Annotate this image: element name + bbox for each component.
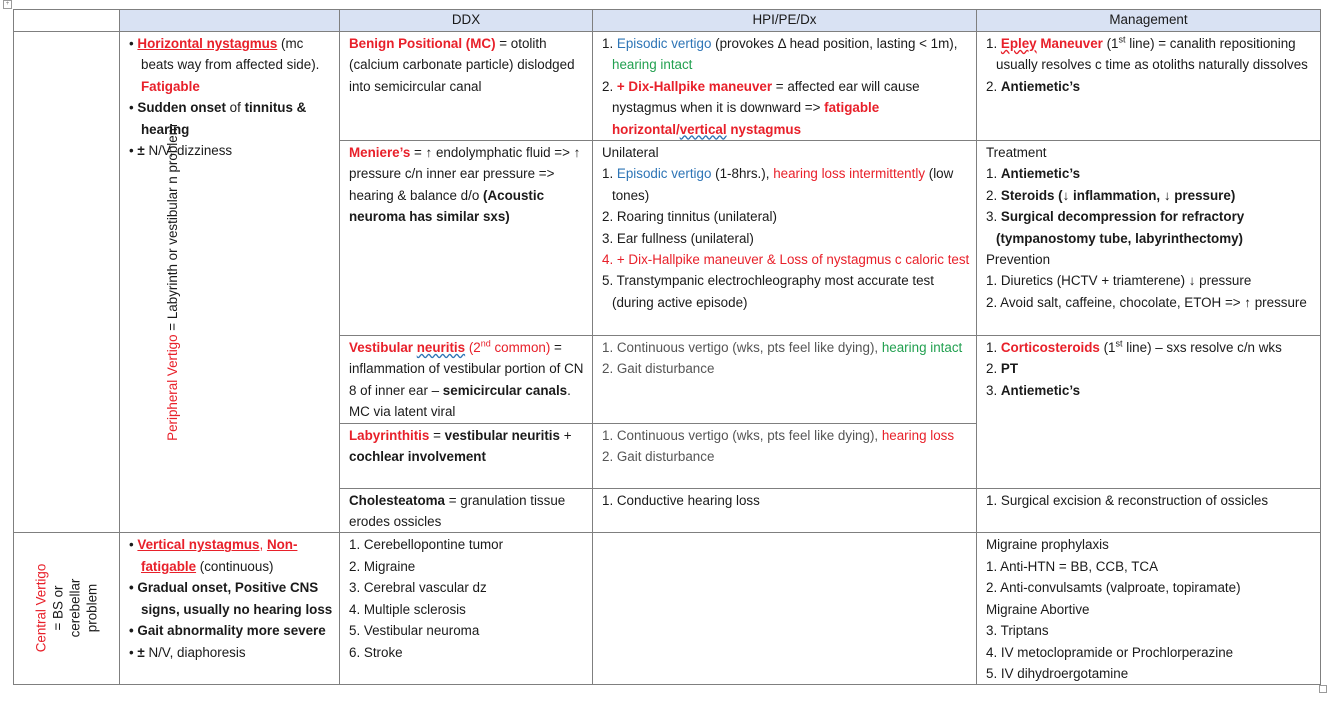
list-item: • Horizontal nystagmus (mc beats way from affected side). Fatigable: [129, 33, 333, 97]
cholesteatoma-hpi: 1. Conductive hearing loss: [593, 488, 977, 533]
list-item: • Sudden onset of tinnitus & hearing: [129, 97, 333, 140]
peripheral-features: [120, 32, 340, 533]
header-features: [120, 10, 340, 32]
table-row: [14, 32, 1321, 141]
central-management: Migraine prophylaxis 1. Anti-HTN = BB, CCB, TCA 2. Anti-convulsamts (valproate, topiramate) Migraine Abortive 3. Triptans 4. IV metoclopramide or Prochlorperazine 5. IV dihydroergotamine: [977, 533, 1321, 685]
table-resize-handle[interactable]: [1319, 685, 1327, 693]
peripheral-side-label: Peripheral Vertigo = Labyrinth or vestibular n problem: [14, 32, 120, 533]
central-hpi: [593, 533, 977, 685]
table-row: [14, 533, 1321, 685]
list-item: • ± N/V, dizziness: [129, 140, 333, 161]
list-item: • ± N/V, diaphoresis: [129, 642, 333, 663]
table-move-handle[interactable]: +: [3, 0, 12, 9]
central-features: [120, 533, 340, 685]
bppv-management: 1. Epley Maneuver (1st line) = canalith repositioning usually resolves c time as otoliths naturally dissolves 2. Antiemetic’s: [977, 32, 1321, 141]
labyrinthitis-ddx: Labyrinthitis = vestibular neuritis + cochlear involvement: [340, 423, 593, 488]
header-ddx: DDX: [340, 10, 593, 32]
bppv-hpi: 1. Episodic vertigo (provokes Δ head position, lasting < 1m), hearing intact 2. + Dix-Hallpike maneuver = affected ear will cause nystagmus when it is downward => fatigable horizontal/vertical nystagmus: [593, 32, 977, 141]
header-blank: [14, 10, 120, 32]
cholesteatoma-management: 1. Surgical excision & reconstruction of ossicles: [977, 488, 1321, 533]
labyrinthitis-hpi: 1. Continuous vertigo (wks, pts feel like dying), hearing loss 2. Gait disturbance: [593, 423, 977, 488]
list-item: • Gradual onset, Positive CNS signs, usually no hearing loss: [129, 577, 333, 620]
neuritis-management: 1. Corticosteroids (1st line) – sxs resolve c/n wks 2. PT 3. Antiemetic’s: [977, 336, 1321, 489]
central-side-label: Central Vertigo = BS or cerebellar problem: [14, 533, 120, 685]
header-row: [14, 10, 1321, 32]
central-ddx: 1. Cerebellopontine tumor 2. Migraine 3. Cerebral vascular dz 4. Multiple sclerosis 5. Vestibular neuroma 6. Stroke: [340, 533, 593, 685]
vertigo-table: [13, 9, 1321, 685]
cholesteatoma-ddx: Cholesteatoma = granulation tissue erodes ossicles: [340, 488, 593, 533]
neuritis-hpi: 1. Continuous vertigo (wks, pts feel like dying), hearing intact 2. Gait disturbance: [593, 336, 977, 424]
meniere-ddx: Meniere’s = ↑ endolymphatic fluid => ↑ pressure c/n inner ear pressure => hearing & balance d/o (Acoustic neuroma has similar sxs): [340, 141, 593, 336]
header-hpi: HPI/PE/Dx: [593, 10, 977, 32]
meniere-management: Treatment 1. Antiemetic’s 2. Steroids (↓ inflammation, ↓ pressure) 3. Surgical decompression for refractory (tympanostomy tube, labyrinthectomy) Prevention 1. Diuretics (HCTV + triamterene) ↓ pressure 2. Avoid salt, caffeine, chocolate, ETOH => ↑ pressure: [977, 141, 1321, 336]
header-management: Management: [977, 10, 1321, 32]
list-item: • Vertical nystagmus, Non-fatigable (continuous): [129, 534, 333, 577]
bppv-ddx: Benign Positional (MC) = otolith (calcium carbonate particle) dislodged into semicircular canal: [340, 32, 593, 141]
list-item: • Gait abnormality more severe: [129, 620, 333, 641]
meniere-hpi: Unilateral 1. Episodic vertigo (1-8hrs.), hearing loss intermittently (low tones) 2. Roaring tinnitus (unilateral) 3. Ear fullness (unilateral) 4. + Dix-Hallpike maneuver & Loss of nystagmus c caloric test 5. Transtympanic electrochleography most accurate test (during active episode): [593, 141, 977, 336]
neuritis-ddx: Vestibular neuritis (2nd common) = inflammation of vestibular portion of CN 8 of inner ear – semicircular canals. MC via latent viral: [340, 336, 593, 424]
